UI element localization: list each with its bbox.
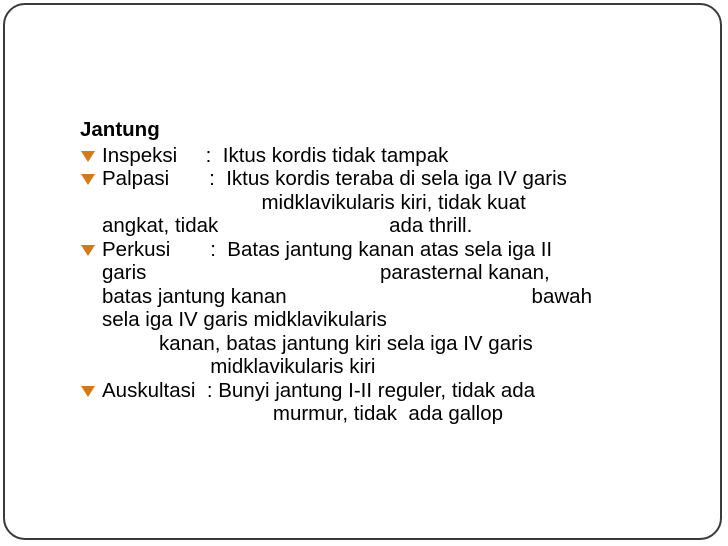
- item-line: Inspeksi : Iktus kordis tidak tampak: [102, 143, 449, 167]
- item-line: Palpasi : Iktus kordis teraba di sela iga IV garis: [102, 167, 567, 190]
- item-line: sela iga IV garis midklavikularis: [102, 308, 387, 331]
- item-line: angkat, tidak ada thrill.: [102, 214, 473, 237]
- list-item-palpasi: [80, 167, 700, 238]
- list-item-auskultasi: [80, 379, 700, 426]
- item-line: Auskultasi : Bunyi jantung I-II reguler, tidak ada: [102, 378, 536, 402]
- item-line: batas jantung kanan bawah: [102, 284, 592, 308]
- list-item-perkusi: [80, 238, 700, 379]
- section-heading: Jantung: [80, 118, 160, 141]
- item-line: Perkusi : Batas jantung kanan atas sela iga II: [102, 237, 553, 261]
- item-line: kanan, batas jantung kiri sela iga IV garis: [102, 331, 533, 355]
- bullet-icon: [81, 174, 95, 185]
- bullet-icon: [81, 245, 95, 256]
- item-line: midklavikularis kiri: [102, 355, 376, 378]
- slide-content: [80, 118, 700, 426]
- bullet-icon: [81, 386, 95, 397]
- item-line: midklavikularis kiri, tidak kuat: [102, 190, 526, 214]
- list-item-inspeksi: [80, 144, 700, 168]
- item-line: garis parasternal kanan,: [102, 261, 550, 284]
- item-line: murmur, tidak ada gallop: [102, 402, 504, 425]
- bullet-icon: [81, 151, 95, 162]
